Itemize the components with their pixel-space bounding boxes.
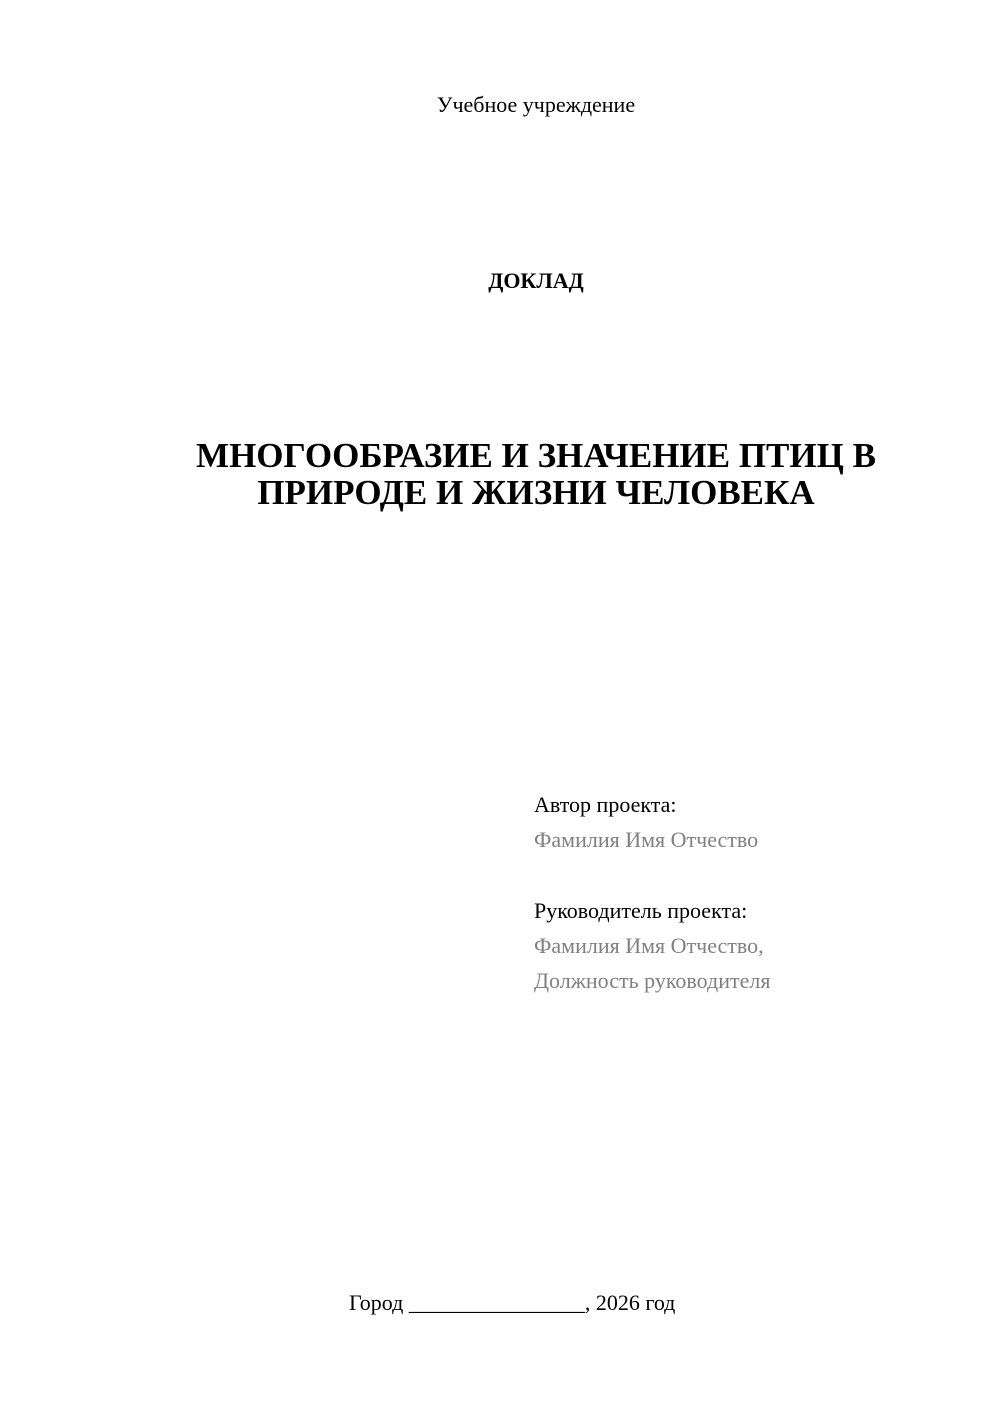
author-name: Фамилия Имя Отчество	[534, 827, 759, 852]
city-year-line: Город ________________, 2026 год	[349, 1290, 676, 1315]
document-title-line-2: ПРИРОДЕ И ЖИЗНИ ЧЕЛОВЕКА	[257, 473, 815, 512]
document-type: ДОКЛАД	[488, 268, 584, 293]
supervisor-name: Фамилия Имя Отчество,	[534, 933, 764, 958]
document-title-line-1: МНОГООБРАЗИЕ И ЗНАЧЕНИЕ ПТИЦ В	[196, 436, 876, 475]
institution-name: Учебное учреждение	[436, 92, 636, 117]
supervisor-position: Должность руководителя	[534, 968, 771, 993]
supervisor-block	[534, 893, 770, 998]
author-label: Автор проекта:	[534, 792, 677, 817]
supervisor-label: Руководитель проекта:	[534, 898, 748, 923]
author-block	[534, 787, 758, 857]
document-title	[136, 437, 936, 511]
